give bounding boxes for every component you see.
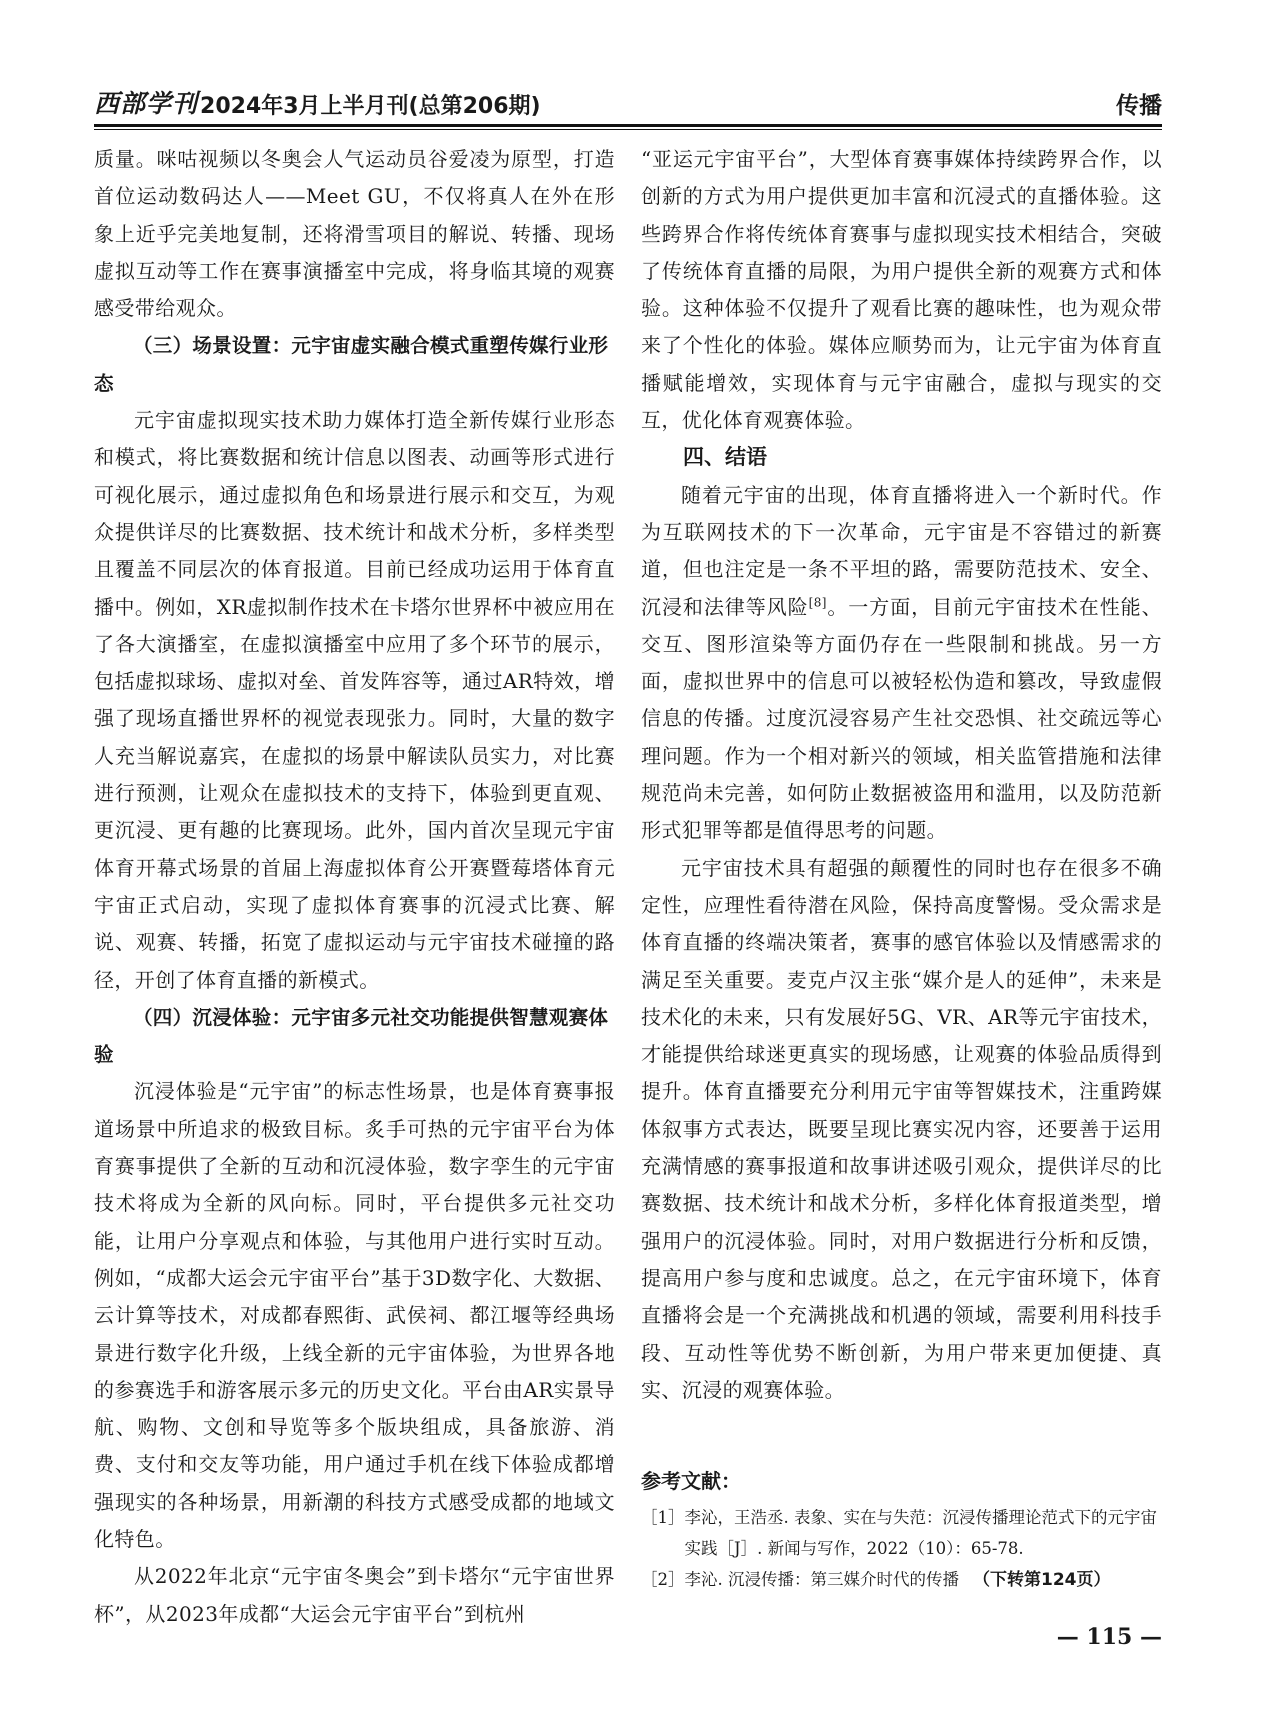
running-header [94,84,1162,120]
citation-mark: [8] [808,594,827,609]
header-rule-thin [94,129,1162,130]
paragraph: “亚运元宇宙平台”，大型体育赛事媒体持续跨界合作，以创新的方式为用户提供更加丰富和沉浸式的直播体验。这些跨界合作将传统体育赛事与虚拟现实技术相结合，突破了传统体育直播的局限，为用户提供全新的观赛方式和体验。这种体验不仅提升了观看比赛的趣味性，也为观众带来了个性化的体验。媒体应顺势而为，让元宇宙为体育直播赋能增效，实现体育与元宇宙融合，虚拟与现实的交互，优化体育观赛体验。 [641,147,1162,433]
paragraph: 从2022年北京“元宇宙冬奥会”到卡塔尔“元宇宙世界杯”，从2023年成都“大运会元宇宙平台”到杭州 [94,1564,615,1626]
header-rule-thick [94,124,1162,127]
right-column [641,141,1162,1409]
reference-number: ［2］ [641,1570,685,1589]
paragraph: 元宇宙虚拟现实技术助力媒体打造全新传媒行业形态和模式，将比赛数据和统计信息以图表、动画等形式进行可视化展示，通过虚拟角色和场景进行展示和交互，为观众提供详尽的比赛数据、技术统计和战术分析，多样类型且覆盖不同层次的体育报道。目前已经成功运用于体育直播中。例如，XR虚拟制作技术在卡塔尔世界杯中被应用在了各大演播室，在虚拟演播室中应用了多个环节的展示，包括虚拟球场、虚拟对垒、首发阵容等，通过AR特效，增强了现场直播世界杯的视觉表现张力。同时，大量的数字人充当解说嘉宾，在虚拟的场景中解读队员实力，对比赛进行预测，让观众在虚拟技术的支持下，体验到更直观、更沉浸、更有趣的比赛现场。此外，国内首次呈现元宇宙体育开幕式场景的首届上海虚拟体育公开赛暨莓塔体育元宇宙正式启动，实现了虚拟体育赛事的沉浸式比赛、解说、观赛、转播，拓宽了虚拟运动与元宇宙技术碰撞的路径，开创了体育直播的新模式。 [94,408,615,992]
section-heading: 四、结语 [683,445,767,470]
paragraph: 质量。咪咕视频以冬奥会人气运动员谷爱凌为原型，打造首位运动数码达人——Meet GU，不仅将真人在外在形象上近乎完美地复制，还将滑雪项目的解说、转播、现场虚拟互动等工作在赛事演播室中完成，将身临其境的观赛感受带给观众。 [94,147,615,321]
continued-note: （下转第124页） [973,1570,1111,1590]
paragraph: 元宇宙技术具有超强的颠覆性的同时也存在很多不确定性，应理性看待潜在风险，保持高度警惕。受众需求是体育直播的终端决策者，赛事的感官体验以及情感需求的满足至关重要。麦克卢汉主张“媒介是人的延伸”，未来是技术化的未来，只有发展好5G、VR、AR等元宇宙技术，才能提供给球迷更真实的现场感，让观赛的体验品质得到提升。体育直播要充分利用元宇宙等智媒技术，注重跨媒体叙事方式表达，既要呈现比赛实况内容，还要善于运用充满情感的赛事报道和故事讲述吸引观众，提供详尽的比赛数据、技术统计和战术分析，多样化体育报道类型，增强用户的沉浸体验。同时，对用户数据进行分析和反馈，提高用户参与度和忠诚度。总之，在元宇宙环境下，体育直播将会是一个充满挑战和机遇的领域，需要利用科技手段、互动性等优势不断创新，为用户带来更加便捷、真实、沉浸的观赛体验。 [641,855,1162,1402]
paragraph-text: 随着元宇宙的出现，体育直播将进入一个新时代。作为互联网技术的下一次革命，元宇宙是不容错过的新赛道，但也注定是一条不平坦的路，需要防范技术、安全、沉浸和法律等风险 [641,482,1162,619]
reference-item [641,1564,1162,1596]
left-column [94,141,615,1633]
issue-info: 2024年3月上半月刊(总第206期) [200,94,541,119]
subsection-heading: （三）场景设置：元宇宙虚实融合模式重塑传媒行业形态 [94,334,609,395]
header-left [94,84,541,120]
paragraph [641,477,1162,850]
reference-number: ［1］ [641,1508,685,1527]
subsection-heading: （四）沉浸体验：元宇宙多元社交功能提供智慧观赛体验 [94,1005,609,1067]
references-title: 参考文献： [641,1469,741,1493]
paragraph-text: 。一方面，目前元宇宙技术在性能、交互、图形渲染等方面仍存在一些限制和挑战。另一方面，虚拟世界中的信息可以被轻松伪造和篡改，导致虚假信息的传播。过度沉浸容易产生社交恐惧、社交疏远等心理问题。作为一个相对新兴的领域，相关监管措施和法律规范尚未完善，如何防止数据被盗用和滥用，以及防范新形式犯罪等都是值得思考的问题。 [641,594,1163,843]
reference-text [685,1564,1163,1596]
journal-logo: 西部学刊 [94,89,199,118]
references [641,1466,1162,1596]
page-number: — 115 — [1056,1624,1162,1650]
section-title: 传播 [1116,93,1162,119]
reference-text: 李沁，王浩丞. 表象、实在与失范：沉浸传播理论范式下的元宇宙实践［J］. 新闻与写作，2022（10）：65-78. [684,1508,1157,1558]
reference-text-content: 李沁. 沉浸传播：第三媒介时代的传播 [684,1570,959,1589]
paragraph: 沉浸体验是“元宇宙”的标志性场景，也是体育赛事报道场景中所追求的极致目标。炙手可热的元宇宙平台为体育赛事提供了全新的互动和沉浸体验，数字孪生的元宇宙技术将成为全新的风向标。同时，平台提供多元社交功能，让用户分享观点和体验，与其他用户进行实时互动。例如，“成都大运会元宇宙平台”基于3D数字化、大数据、云计算等技术，对成都春熙街、武侯祠、都江堰等经典场景进行数字化升级，上线全新的元宇宙体验，为世界各地的参赛选手和游客展示多元的历史文化。平台由AR实景导航、购物、文创和导览等多个版块组成，具备旅游、消费、支付和交友等功能，用户通过手机在线下体验成都增强现实的各种场景，用新潮的科技方式感受成都的地域文化特色。 [94,1079,615,1551]
reference-item [641,1502,1162,1564]
